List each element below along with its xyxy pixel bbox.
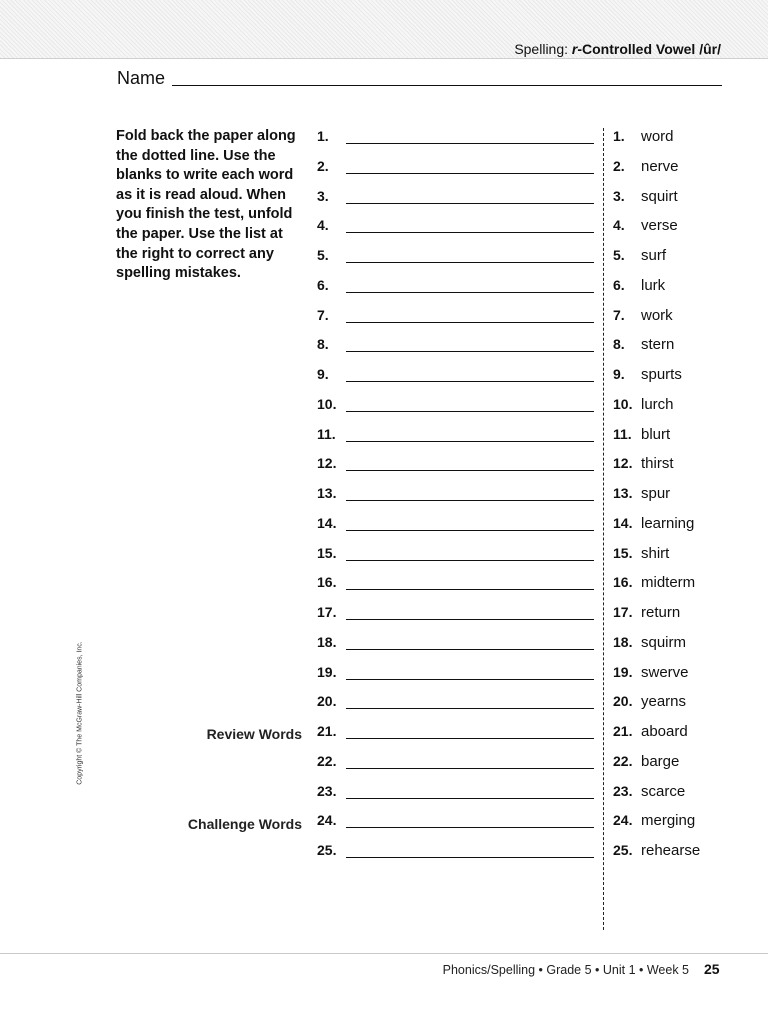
- blank-number: 19.: [317, 663, 337, 680]
- answer-word: lurk: [641, 276, 666, 294]
- answer-word: rehearse: [641, 842, 701, 859]
- name-field-line[interactable]: [172, 85, 722, 86]
- answer-number: 20.: [613, 693, 633, 710]
- test-row: [0, 485, 768, 505]
- answer-number: 10.: [613, 395, 633, 412]
- answer-word: midterm: [641, 574, 696, 592]
- answer-word: learning: [641, 514, 695, 532]
- blank-number: 12.: [317, 455, 337, 472]
- copyright-notice: Copyright © The McGraw-Hill Companies, Inc.: [76, 641, 84, 785]
- answer-number: 2.: [613, 157, 625, 174]
- answer-number: 22.: [613, 752, 633, 769]
- answer-number: 8.: [613, 336, 625, 353]
- blank-number: 1.: [317, 128, 329, 144]
- test-row: [0, 247, 768, 267]
- answer-word: yearns: [641, 693, 687, 711]
- test-row: [0, 753, 768, 773]
- blank-number: 22.: [317, 752, 337, 769]
- test-row: [0, 842, 768, 862]
- test-row: [0, 634, 768, 654]
- blank-number: 15.: [317, 544, 337, 561]
- answer-word: shirt: [641, 544, 670, 562]
- answer-blank[interactable]: [346, 470, 594, 471]
- answer-number: 18.: [613, 633, 633, 650]
- answer-blank[interactable]: [346, 738, 594, 739]
- answer-word: swerve: [641, 663, 689, 681]
- answer-word: blurt: [641, 425, 671, 443]
- answer-number: 9.: [613, 366, 625, 382]
- answer-blank[interactable]: [346, 232, 594, 233]
- test-row: [0, 604, 768, 624]
- blank-number: 7.: [317, 306, 329, 323]
- answer-word: nerve: [641, 157, 679, 175]
- test-row: [0, 158, 768, 178]
- test-row: [0, 574, 768, 594]
- answer-blank[interactable]: [346, 143, 594, 144]
- test-row: [0, 277, 768, 297]
- answer-number: 13.: [613, 485, 633, 501]
- answer-word: surf: [641, 247, 667, 264]
- answer-blank[interactable]: [346, 857, 594, 858]
- answer-word: spur: [641, 485, 671, 502]
- answer-word: squirm: [641, 633, 687, 651]
- answer-number: 6.: [613, 276, 625, 293]
- answer-number: 24.: [613, 812, 633, 829]
- blank-number: 11.: [317, 425, 336, 442]
- subject-topic-r: r: [571, 41, 578, 57]
- blank-number: 21.: [317, 723, 337, 739]
- page-number: 25: [704, 961, 720, 977]
- blank-number: 20.: [317, 693, 337, 710]
- blank-number: 9.: [317, 366, 329, 382]
- answer-number: 15.: [613, 544, 633, 561]
- answer-word: merging: [641, 812, 696, 830]
- subject-topic: [572, 41, 721, 57]
- subject-prefix: Spelling:: [514, 41, 572, 57]
- test-row: [0, 455, 768, 475]
- answer-blank[interactable]: [346, 768, 594, 769]
- footer-text: Phonics/Spelling • Grade 5 • Unit 1 • Week 5: [442, 963, 689, 977]
- answer-word: lurch: [641, 395, 674, 413]
- test-row: [0, 307, 768, 327]
- answer-word: stern: [641, 336, 675, 354]
- footer-rule: [0, 953, 768, 954]
- blank-number: 13.: [317, 485, 337, 501]
- test-row: [0, 545, 768, 565]
- answer-word: scarce: [641, 782, 686, 800]
- test-row: [0, 515, 768, 535]
- answer-word: work: [641, 306, 673, 324]
- answer-number: 11.: [613, 425, 632, 442]
- answer-blank[interactable]: [346, 411, 594, 412]
- blank-number: 17.: [317, 604, 337, 620]
- blank-number: 14.: [317, 514, 337, 531]
- answer-word: spurts: [641, 366, 682, 383]
- answer-blank[interactable]: [346, 560, 594, 561]
- blank-number: 24.: [317, 812, 337, 829]
- test-row: [0, 723, 768, 743]
- answer-number: 4.: [613, 217, 625, 234]
- answer-number: 25.: [613, 842, 633, 858]
- answer-word: squirt: [641, 187, 678, 205]
- review-words-label: Review Words: [206, 726, 302, 742]
- answer-word: aboard: [641, 723, 688, 740]
- answer-word: word: [641, 128, 674, 145]
- blank-number: 18.: [317, 633, 337, 650]
- blank-number: 10.: [317, 395, 337, 412]
- answer-word: thirst: [641, 455, 674, 473]
- answer-blank[interactable]: [346, 381, 594, 382]
- blank-number: 16.: [317, 574, 337, 591]
- blank-number: 23.: [317, 782, 337, 799]
- answer-number: 23.: [613, 782, 633, 799]
- answer-blank[interactable]: [346, 619, 594, 620]
- test-row: [0, 188, 768, 208]
- answer-blank[interactable]: [346, 589, 594, 590]
- answer-number: 16.: [613, 574, 633, 591]
- answer-number: 19.: [613, 663, 633, 680]
- answer-blank[interactable]: [346, 262, 594, 263]
- test-row: [0, 693, 768, 713]
- test-row: [0, 336, 768, 356]
- test-row: [0, 396, 768, 416]
- test-row: [0, 426, 768, 446]
- blank-number: 25.: [317, 842, 337, 858]
- answer-number: 3.: [613, 187, 625, 204]
- answer-blank[interactable]: [346, 351, 594, 352]
- answer-blank[interactable]: [346, 173, 594, 174]
- fold-dotted-line: [603, 128, 604, 930]
- blank-number: 5.: [317, 247, 329, 263]
- answer-blank[interactable]: [346, 798, 594, 799]
- answer-number: 1.: [613, 128, 625, 144]
- answer-word: verse: [641, 217, 678, 235]
- answer-blank[interactable]: [346, 679, 594, 680]
- answer-number: 21.: [613, 723, 633, 739]
- name-label: Name: [117, 68, 166, 88]
- worksheet-subject: [514, 41, 721, 57]
- answer-blank[interactable]: [346, 649, 594, 650]
- subject-topic-rest: -Controlled Vowel /ûr/: [577, 41, 721, 57]
- answer-number: 17.: [613, 604, 633, 620]
- blank-number: 3.: [317, 187, 329, 204]
- blank-number: 8.: [317, 336, 329, 353]
- instructions: Fold back the paper along the dotted line. Use the blanks to write each word as it is read aloud. When you finish the test, unfold the paper. Use the list at the right to correct any spelling mistakes.: [116, 128, 296, 282]
- test-row: [0, 783, 768, 803]
- test-row: [0, 217, 768, 237]
- answer-number: 14.: [613, 514, 633, 531]
- answer-number: 7.: [613, 306, 625, 323]
- answer-number: 5.: [613, 247, 625, 263]
- test-row: [0, 664, 768, 684]
- answer-word: barge: [641, 752, 680, 770]
- answer-blank[interactable]: [346, 203, 594, 204]
- answer-number: 12.: [613, 455, 633, 472]
- test-row: [0, 812, 768, 832]
- answer-blank[interactable]: [346, 530, 594, 531]
- blank-number: 4.: [317, 217, 329, 234]
- answer-blank[interactable]: [346, 322, 594, 323]
- test-row: [0, 128, 768, 148]
- answer-blank[interactable]: [346, 708, 594, 709]
- blank-number: 2.: [317, 157, 329, 174]
- answer-blank[interactable]: [346, 441, 594, 442]
- answer-blank[interactable]: [346, 827, 594, 828]
- answer-word: return: [641, 604, 681, 621]
- answer-blank[interactable]: [346, 292, 594, 293]
- answer-blank[interactable]: [346, 500, 594, 501]
- test-row: [0, 366, 768, 386]
- blank-number: 6.: [317, 276, 329, 293]
- challenge-words-label: Challenge Words: [187, 816, 302, 832]
